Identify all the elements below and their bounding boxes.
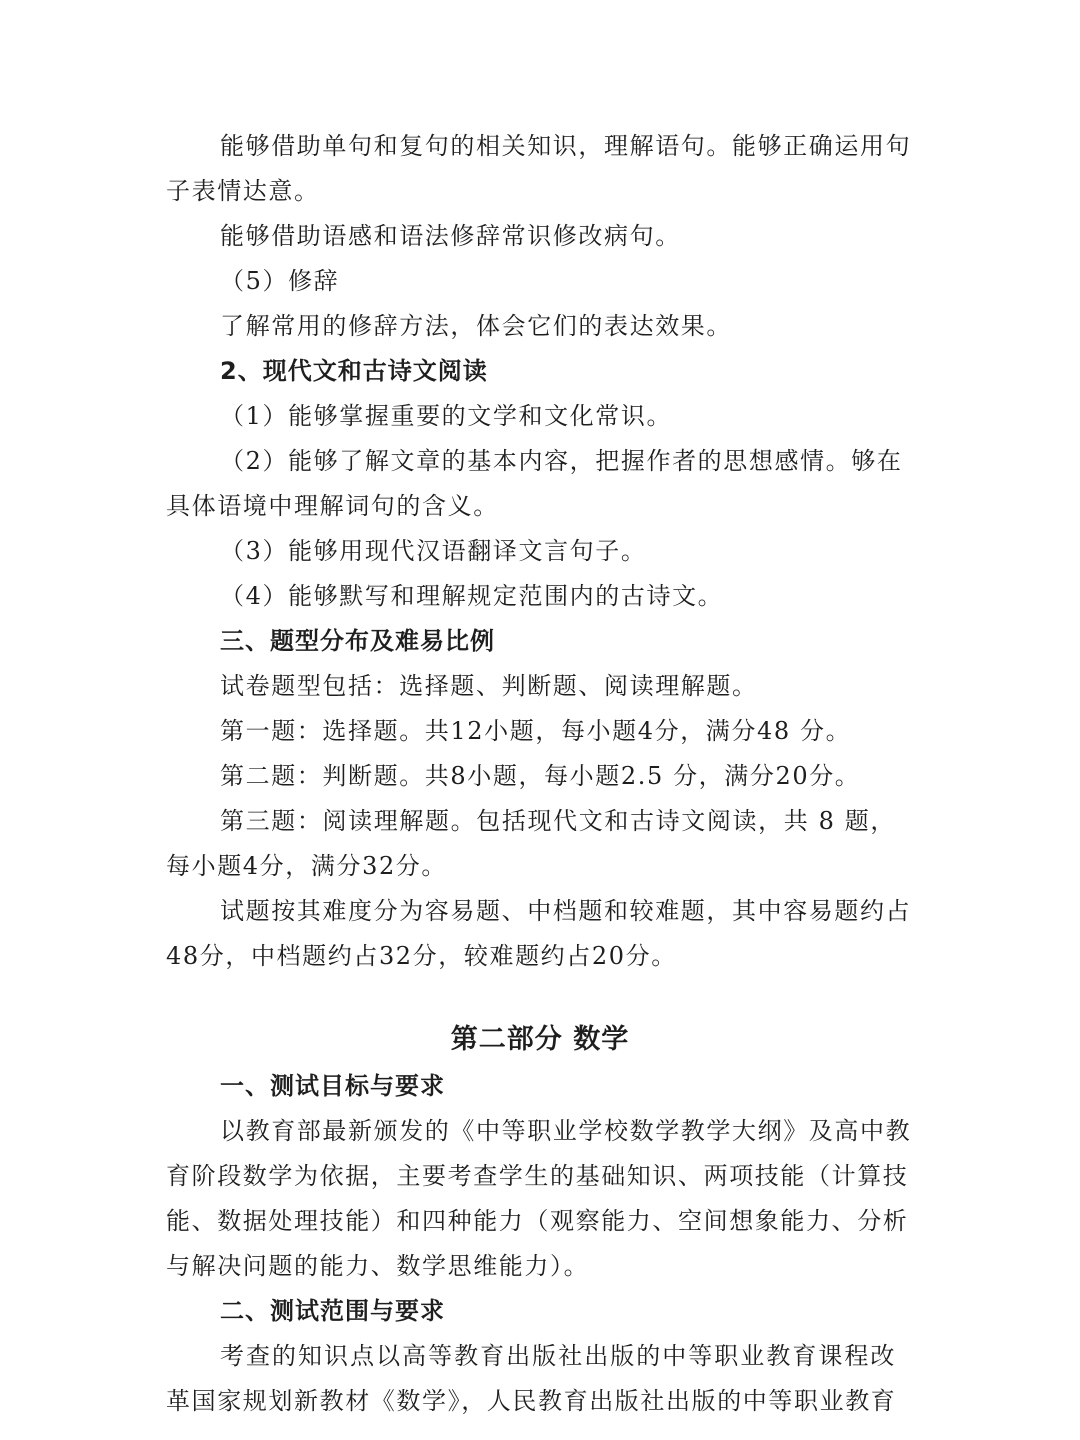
paragraph-line: （4）能够默写和理解规定范围内的古诗文。 — [220, 582, 724, 610]
paragraph-line: 能够借助单句和复句的相关知识，理解语句。能够正确运用句 — [220, 132, 912, 160]
paragraph-line: 48分，中档题约占32分，较难题约占20分。 — [166, 942, 677, 970]
paragraph-line: 试卷题型包括：选择题、判断题、阅读理解题。 — [220, 672, 758, 700]
heading-question-types: 三、题型分布及难易比例 — [220, 627, 495, 655]
paragraph-line: 第一题：选择题。共12小题，每小题4分，满分48 分。 — [220, 717, 852, 745]
subheading-rhetoric: （5）修辞 — [220, 267, 340, 295]
paragraph-line: （3）能够用现代汉语翻译文言句子。 — [220, 537, 647, 565]
section-title-math: 第二部分 数学 — [450, 1024, 630, 1055]
paragraph-line: 第二题：判断题。共8小题，每小题2.5 分，满分20分。 — [220, 762, 861, 790]
paragraph-line: （1）能够掌握重要的文学和文化常识。 — [220, 402, 673, 430]
paragraph-line: 具体语境中理解词句的含义。 — [166, 492, 499, 520]
paragraph-line: 考查的知识点以高等教育出版社出版的中等职业教育课程改 — [220, 1342, 896, 1370]
paragraph-line: 第三题：阅读理解题。包括现代文和古诗文阅读，共 8 题， — [220, 807, 896, 835]
paragraph-line: 每小题4分，满分32分。 — [166, 852, 448, 880]
paragraph-line: 试题按其难度分为容易题、中档题和较难题，其中容易题约占 — [220, 897, 912, 925]
paragraph-line: 能够借助语感和语法修辞常识修改病句。 — [220, 222, 681, 250]
paragraph-line: 能、数据处理技能）和四种能力（观察能力、空间想象能力、分析 — [166, 1207, 909, 1235]
paragraph-line: 育阶段数学为依据，主要考查学生的基础知识、两项技能（计算技 — [166, 1162, 909, 1190]
paragraph-line: 了解常用的修辞方法，体会它们的表达效果。 — [220, 312, 732, 340]
subheading-reading: 2、现代文和古诗文阅读 — [220, 357, 488, 385]
paragraph-line: 革国家规划新教材《数学》，人民教育出版社出版的中等职业教育 — [166, 1387, 897, 1415]
heading-test-goals: 一、测试目标与要求 — [220, 1072, 445, 1100]
paragraph-line: 与解决问题的能力、数学思维能力）。 — [166, 1252, 590, 1280]
paragraph-line: （2）能够了解文章的基本内容，把握作者的思想感情。够在 — [220, 447, 903, 475]
paragraph-line: 子表情达意。 — [166, 177, 320, 205]
paragraph-line: 以教育部最新颁发的《中等职业学校数学教学大纲》及高中教 — [220, 1117, 912, 1145]
heading-test-scope: 二、测试范围与要求 — [220, 1297, 445, 1325]
